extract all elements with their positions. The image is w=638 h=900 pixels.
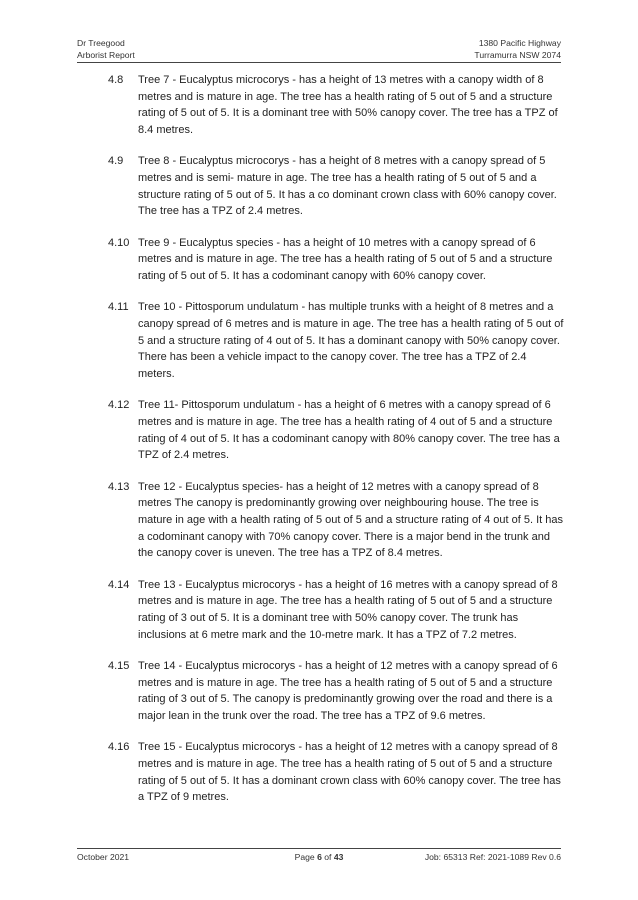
section-number: 4.15 [108,659,130,672]
report-date: October 2021 [77,852,130,862]
paragraph-text: Tree 15 - Eucalyptus microcorys - has a height of 12 metres with a canopy spread of 8 metres and is mature in age. The tree has a health rating of 5 out of 5 and a structure rating of 5 out of 5. It has a dominant crown class with 60% canopy cover. The tree has a TPZ of 9 metres. [138,741,561,804]
paragraph-4-8 [108,72,564,139]
paragraph-4-15 [108,658,564,725]
section-number: 4.16 [108,741,130,754]
header-right-block [474,38,561,61]
header-divider [77,62,561,63]
paragraph-4-16 [108,739,564,806]
job-reference: Job: 65313 Ref: 2021-1089 Rev 0.6 [424,852,561,862]
current-page: 6 [317,852,322,862]
section-number: 4.12 [108,399,130,412]
paragraph-text: Tree 14 - Eucalyptus microcorys - has a height of 12 metres with a canopy spread of 6 metres and is mature in age. The tree has a health rating of 5 out of 5 and a structure rating of 3 out of 5. The canopy is predominantly growing over the road and there is a major lean in the trunk over the road. The tree has a TPZ of 9.6 metres. [138,659,558,722]
address-line-2: Turramurra NSW 2074 [474,49,561,60]
section-number: 4.10 [108,236,130,249]
address-line-1: 1380 Pacific Highway [478,38,561,48]
paragraph-text: Tree 11- Pittosporum undulatum - has a height of 6 metres with a canopy spread of 6 metres and is mature in age. The tree has a health rating of 4 out of 5 and a structure rating of 4 out of 5. It has a codominant canopy with 80% canopy cover. The tree has a TPZ of 2.4 metres. [138,399,560,462]
author-name: Dr Treegood [77,38,125,48]
report-body [108,72,564,821]
paragraph-text: Tree 12 - Eucalyptus species- has a height of 12 metres with a canopy spread of 8 metres The canopy is predominantly growing over neighbouring house. The tree is mature in age with a health rating of 5 out of 5 and a structure rating of 4 out of 5. It has a codominant canopy with 70% canopy cover. There is a major bend in the trunk and the canopy cover is uneven. The tree has a TPZ of 8.4 metres. [138,480,563,560]
paragraph-4-14 [108,577,564,644]
paragraph-4-10 [108,235,564,285]
section-number: 4.14 [108,578,130,591]
section-number: 4.13 [108,480,130,493]
paragraph-text: Tree 9 - Eucalyptus species - has a height of 10 metres with a canopy spread of 6 metres and is mature in age. The tree has a health rating of 5 out of 5 and a structure rating of 5 out of 5. It has a codominant canopy with 60% canopy cover. [138,236,553,283]
page-prefix: Page [294,852,318,862]
paragraph-4-9 [108,153,564,220]
paragraph-4-12 [108,397,564,464]
page-of: of [321,852,334,862]
section-number: 4.8 [108,74,124,86]
paragraph-text: Tree 13 - Eucalyptus microcorys - has a height of 16 metres with a canopy spread of 8 metres and is mature in age. The tree has a health rating of 5 out of 5 and a structure rating of 3 out of 5. It is a dominant tree with 50% canopy cover. The trunk has inclusions at 6 metre mark and the 10-metre mark. It has a TPZ of 7.2 metres. [138,578,558,641]
section-number: 4.11 [108,301,129,314]
footer-divider [77,848,561,849]
paragraph-4-11 [108,299,564,383]
paragraph-text: Tree 10 - Pittosporum undulatum - has multiple trunks with a height of 8 metres and a canopy spread of 6 metres and is mature in age. The tree has a health rating of 5 out of 5 and a structure rating of 4 out of 5. It has a dominant canopy with 50% canopy cover. There has been a vehicle impact to the canopy cover. The tree has a TPZ of 2.4 meters. [138,301,564,381]
header-left-block [77,38,135,61]
paragraph-text: Tree 7 - Eucalyptus microcorys - has a height of 13 metres with a canopy width of 8 metres and is mature in age. The tree has a health rating of 5 out of 5 and a structure rating of 5 out of 5. It is a dominant tree with 50% canopy cover. The tree has a TPZ of 8.4 metres. [138,74,558,137]
page-header [77,38,561,70]
total-pages: 43 [333,852,344,862]
section-number: 4.9 [108,155,124,168]
page-footer [77,852,561,866]
paragraph-4-13 [108,479,564,563]
paragraph-text: Tree 8 - Eucalyptus microcorys - has a height of 8 metres with a canopy spread of 5 metres and is semi- mature in age. The tree has a health rating of 5 out of 5 and a structure rating of 5 out of 5. It has a co dominant crown class with 60% canopy cover. The tree has a TPZ of 2.4 metres. [138,155,557,218]
report-type: Arborist Report [77,49,135,60]
